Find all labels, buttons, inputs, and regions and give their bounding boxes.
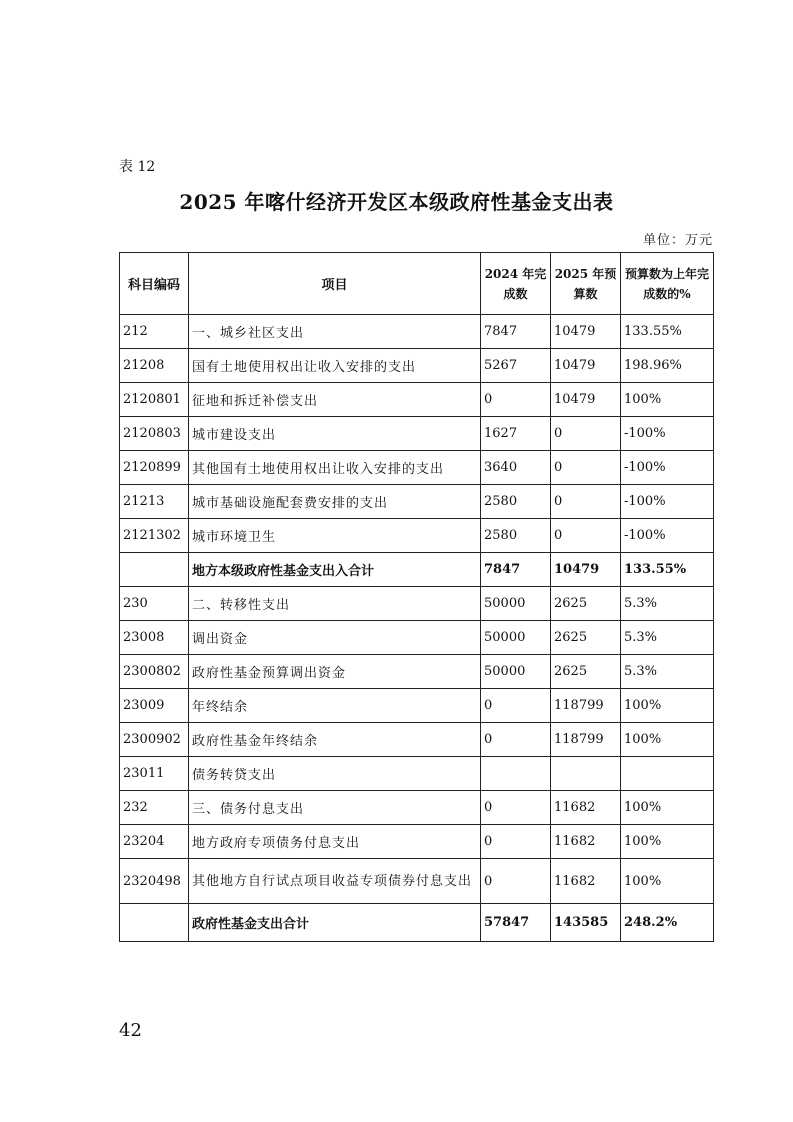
table-row	[120, 315, 714, 349]
table-row	[120, 451, 714, 485]
table-row	[120, 587, 714, 621]
row-item: 其他地方自行试点项目收益专项债券付息支出	[189, 859, 481, 904]
row-actual: 0	[481, 383, 551, 417]
row-ratio: 100%	[621, 723, 714, 757]
row-actual: 0	[481, 859, 551, 904]
expenditure-table	[119, 252, 714, 942]
table-total-row	[120, 904, 714, 942]
row-actual: 7847	[481, 553, 551, 587]
row-code: 23008	[120, 621, 189, 655]
table-row	[120, 383, 714, 417]
table-row	[120, 825, 714, 859]
table-row	[120, 859, 714, 904]
row-code: 230	[120, 587, 189, 621]
row-code: 2121302	[120, 519, 189, 553]
row-item: 一、城乡社区支出	[189, 315, 481, 349]
row-actual: 0	[481, 689, 551, 723]
row-actual: 3640	[481, 451, 551, 485]
row-item: 二、转移性支出	[189, 587, 481, 621]
table-row	[120, 689, 714, 723]
row-item: 地方本级政府性基金支出入合计	[189, 553, 481, 587]
table-total-row	[120, 553, 714, 587]
row-ratio: 133.55%	[621, 553, 714, 587]
row-item: 三、债务付息支出	[189, 791, 481, 825]
row-budget: 10479	[551, 349, 621, 383]
row-item: 城市基础设施配套费安排的支出	[189, 485, 481, 519]
row-code: 232	[120, 791, 189, 825]
row-item: 政府性基金预算调出资金	[189, 655, 481, 689]
row-ratio: 133.55%	[621, 315, 714, 349]
row-actual: 7847	[481, 315, 551, 349]
header-budget-2025: 2025 年预算数	[551, 253, 621, 315]
row-budget: 0	[551, 485, 621, 519]
row-budget: 10479	[551, 315, 621, 349]
row-item: 调出资金	[189, 621, 481, 655]
row-budget: 0	[551, 519, 621, 553]
row-actual: 50000	[481, 655, 551, 689]
row-actual: 5267	[481, 349, 551, 383]
row-ratio: 100%	[621, 825, 714, 859]
row-actual	[481, 757, 551, 791]
row-budget: 118799	[551, 689, 621, 723]
row-actual: 50000	[481, 621, 551, 655]
row-ratio: -100%	[621, 451, 714, 485]
row-actual: 50000	[481, 587, 551, 621]
row-ratio: 100%	[621, 791, 714, 825]
row-code: 2320498	[120, 859, 189, 904]
table-row	[120, 791, 714, 825]
row-code: 2120899	[120, 451, 189, 485]
row-actual: 57847	[481, 904, 551, 942]
row-item: 地方政府专项债务付息支出	[189, 825, 481, 859]
header-code: 科目编码	[120, 253, 189, 315]
table-row	[120, 485, 714, 519]
row-budget: 118799	[551, 723, 621, 757]
row-ratio: 198.96%	[621, 349, 714, 383]
row-actual: 1627	[481, 417, 551, 451]
header-item: 项目	[189, 253, 481, 315]
row-ratio: 5.3%	[621, 621, 714, 655]
row-code: 23204	[120, 825, 189, 859]
row-budget	[551, 757, 621, 791]
row-ratio: -100%	[621, 519, 714, 553]
row-item: 征地和拆迁补偿支出	[189, 383, 481, 417]
table-header-row	[120, 253, 714, 315]
row-budget: 2625	[551, 587, 621, 621]
row-budget: 10479	[551, 383, 621, 417]
row-ratio: -100%	[621, 417, 714, 451]
row-ratio: 248.2%	[621, 904, 714, 942]
table-row	[120, 655, 714, 689]
table-row	[120, 417, 714, 451]
page-title: 2025 年喀什经济开发区本级政府性基金支出表	[179, 190, 614, 214]
row-item: 政府性基金支出合计	[189, 904, 481, 942]
row-code: 21213	[120, 485, 189, 519]
table-row	[120, 723, 714, 757]
row-ratio: 5.3%	[621, 587, 714, 621]
row-item: 债务转贷支出	[189, 757, 481, 791]
row-actual: 0	[481, 791, 551, 825]
row-code: 2120803	[120, 417, 189, 451]
row-item: 国有土地使用权出让收入安排的支出	[189, 349, 481, 383]
row-code: 2300902	[120, 723, 189, 757]
row-code: 2300802	[120, 655, 189, 689]
row-ratio	[621, 757, 714, 791]
row-code: 21208	[120, 349, 189, 383]
table-row	[120, 621, 714, 655]
row-actual: 0	[481, 825, 551, 859]
table-row	[120, 349, 714, 383]
table-row	[120, 757, 714, 791]
row-budget: 10479	[551, 553, 621, 587]
row-code: 23011	[120, 757, 189, 791]
row-item: 政府性基金年终结余	[189, 723, 481, 757]
row-budget: 0	[551, 417, 621, 451]
header-ratio: 预算数为上年完成数的%	[621, 253, 714, 315]
row-budget: 11682	[551, 859, 621, 904]
header-actual-2024: 2024 年完成数	[481, 253, 551, 315]
row-item: 年终结余	[189, 689, 481, 723]
row-actual: 0	[481, 723, 551, 757]
table-label: 表 12	[119, 159, 156, 175]
row-code	[120, 904, 189, 942]
row-ratio: 100%	[621, 689, 714, 723]
row-item: 城市环境卫生	[189, 519, 481, 553]
row-ratio: -100%	[621, 485, 714, 519]
page-number: 42	[119, 1020, 142, 1041]
row-code: 212	[120, 315, 189, 349]
row-code	[120, 553, 189, 587]
row-actual: 2580	[481, 519, 551, 553]
row-budget: 143585	[551, 904, 621, 942]
row-actual: 2580	[481, 485, 551, 519]
table-body	[120, 315, 714, 942]
row-ratio: 5.3%	[621, 655, 714, 689]
row-item: 城市建设支出	[189, 417, 481, 451]
row-ratio: 100%	[621, 859, 714, 904]
row-budget: 0	[551, 451, 621, 485]
row-budget: 11682	[551, 791, 621, 825]
row-ratio: 100%	[621, 383, 714, 417]
row-budget: 11682	[551, 825, 621, 859]
unit-label: 单位：万元	[642, 233, 713, 248]
row-item: 其他国有土地使用权出让收入安排的支出	[189, 451, 481, 485]
table-row	[120, 519, 714, 553]
row-budget: 2625	[551, 621, 621, 655]
row-budget: 2625	[551, 655, 621, 689]
row-code: 23009	[120, 689, 189, 723]
row-code: 2120801	[120, 383, 189, 417]
